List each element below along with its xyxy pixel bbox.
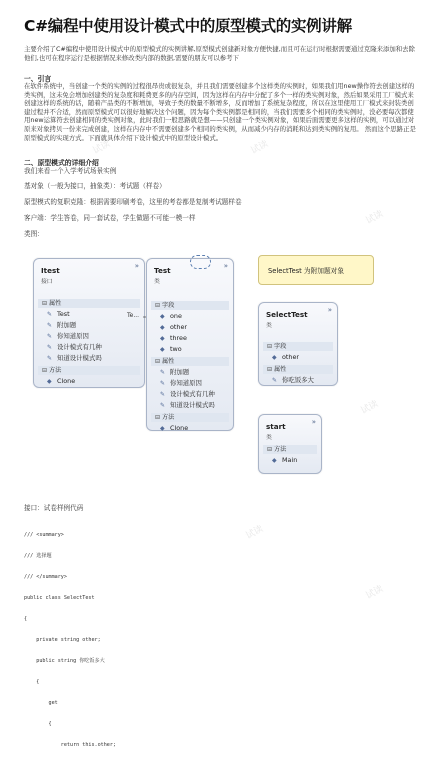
- watermark-text: 试读: [244, 524, 266, 542]
- itest-method-item: ◆ Clone: [47, 377, 76, 385]
- watermark-text: 试读: [91, 139, 113, 157]
- start-method-item: ◆ Main: [272, 456, 298, 464]
- test-prop-item: ✎ 设计模式有几种: [160, 390, 215, 398]
- code-line: public string 你吃饭多大: [24, 658, 105, 664]
- test-field-item: ◆ two: [160, 345, 182, 353]
- field-icon: ◆: [160, 335, 165, 342]
- collapse-toggle-icon: ⊟: [267, 446, 273, 453]
- itest-prop-item: ✎ 设计模式有几种: [47, 343, 102, 351]
- field-icon: ◆: [160, 346, 165, 353]
- test-field-item: ◆ one: [160, 312, 182, 320]
- itest-class-box: [33, 258, 145, 388]
- selecttest-name: SelectTest: [266, 310, 308, 319]
- intro-paragraph: 主要介绍了C#编程中使用设计模式中的原型模式的实例讲解,原型模式创建新对象方便快捷,而且可在运行时根据需要通过克隆来添加和去除他们,也可在程序运行是根据情况来修改类内部的数据,需要的朋友可以参考下: [24, 45, 415, 62]
- section2-line2: 原型模式的复职克隆：根据需要印刷考卷，这里的考卷都是复制考试题样卷: [24, 198, 242, 206]
- property-icon: ✎: [47, 311, 53, 318]
- itest-type: 接口: [41, 279, 53, 285]
- code-caption: 接口：试卷样例代码: [24, 504, 84, 512]
- code-line: /// 选择题: [24, 553, 52, 559]
- test-prop-item: ✎ 附加题: [160, 368, 190, 376]
- section1-heading: 一、引言: [24, 75, 52, 83]
- method-icon: ◆: [272, 457, 277, 464]
- property-icon: ✎: [160, 391, 166, 398]
- association-label: Te...: [127, 312, 140, 319]
- property-icon: ✎: [160, 402, 166, 409]
- code-line: return this.other;: [24, 742, 117, 748]
- collapse-toggle-icon: ⊟: [267, 366, 273, 373]
- collapse-icon: »: [311, 418, 316, 426]
- test-field-item: ◆ other: [160, 323, 188, 331]
- test-methods-header: ⊟ 方法: [151, 413, 229, 422]
- start-type: 类: [266, 435, 272, 441]
- itest-name: Itest: [41, 266, 60, 275]
- selecttest-class-box: [258, 302, 338, 386]
- selecttest-type: 类: [266, 323, 272, 329]
- property-icon: ✎: [47, 344, 53, 351]
- test-field-item: ◆ three: [160, 334, 187, 342]
- code-line: /// <summary>: [24, 532, 64, 538]
- page-title: C#编程中使用设计模式中的原型模式的实例讲解: [24, 17, 352, 35]
- start-name: start: [266, 422, 286, 431]
- test-type: 类: [154, 279, 160, 285]
- itest-prop-item: ✎ Test: [47, 310, 70, 318]
- test-name: Test: [154, 266, 171, 275]
- collapse-toggle-icon: ⊟: [155, 358, 161, 365]
- method-icon: ◆: [47, 378, 52, 385]
- section2-line4: 类图：: [24, 230, 44, 238]
- code-line: public class SelectTest: [24, 595, 95, 601]
- code-line: {: [24, 679, 40, 685]
- watermark-text: 试读: [364, 584, 386, 602]
- selecttest-field-item: ◆ other: [272, 353, 300, 361]
- watermark-text: 试读: [364, 209, 386, 227]
- property-icon: ✎: [47, 322, 53, 329]
- collapse-toggle-icon: ⊟: [155, 414, 161, 421]
- selecttest-props-header: ⊟ 属性: [263, 365, 333, 374]
- property-icon: ✎: [160, 369, 166, 376]
- watermark-text: 试读: [359, 399, 381, 417]
- section2-line1: 基对象（一般为接口，抽象类）：考试题（样卷）: [24, 182, 166, 190]
- code-line: private string other;: [24, 637, 101, 643]
- property-icon: ✎: [272, 377, 278, 384]
- test-prop-item: ✎ 你知道原因: [160, 379, 202, 387]
- generalization-marker: [190, 255, 211, 269]
- collapse-icon: »: [223, 262, 228, 270]
- collapse-toggle-icon: ⊟: [42, 300, 48, 307]
- code-line: {: [24, 616, 28, 622]
- property-icon: ✎: [47, 355, 53, 362]
- code-block: [24, 518, 214, 763]
- field-icon: ◆: [272, 354, 277, 361]
- method-icon: ◆: [160, 425, 165, 432]
- collapse-toggle-icon: ⊟: [155, 302, 161, 309]
- section1-text: 在软件系统中，当创建一个类的实例的过程很昂贵或很复杂，并且我们需要创建多个这样类的实例时，如果我们用new操作符去创建这样的类实例，这未免会增加创建类的复杂度和耗费更多的内存空间，因为这样在内存中分配了多个一样的类实例对象，然后如果采用工厂模式来创建这样的系统的话，随着产品类的不断增加，导致子类的数量不断增多，反而增加了系统复杂程度，所以在这里使用工厂模式来封装类创建过程并不合适，然而原型模式可以很好地解决这个问题，因为每个类实例都是相同的，当我们需要多个相同的类实例时，没必要每次都使用new运算符去创建相同的类实例对象，此时我们一般思路就是想——只创建一个类实例对象，如果后面需要更多这样的实例，可以通过对原来对象拷贝一份来完成创建，这样在内存中不需要创建多个相同的类实例，从而减少内存的消耗和达到类实例的复用。 然而这个思路正是原型模式的实现方式。下面就具体介绍下设计模式中的原型设计模式。: [24, 82, 416, 142]
- code-line: {: [24, 721, 52, 727]
- itest-prop-item: ✎ 附加题: [47, 321, 77, 329]
- watermark-text: 试读: [249, 139, 271, 157]
- test-method-item: ◆ Clone: [160, 424, 189, 432]
- itest-prop-item: ✎ 知道设计模式吗: [47, 354, 102, 362]
- test-fields-header: ⊟ 字段: [151, 301, 229, 310]
- section2-line3: 客户端：学生答卷，同一套试卷，学生做题不可能一模一样: [24, 214, 196, 222]
- test-prop-item: ✎ 知道设计模式吗: [160, 401, 215, 409]
- itest-methods-header: ⊟ 方法: [38, 366, 140, 375]
- field-icon: ◆: [160, 324, 165, 331]
- code-line: get: [24, 700, 58, 706]
- itest-prop-item: ✎ 你知道原因: [47, 332, 89, 340]
- collapse-icon: »: [327, 306, 332, 314]
- note-text: SelectTest 为附加题对象: [268, 267, 345, 275]
- collapse-icon: »: [134, 262, 139, 270]
- start-methods-header: ⊟ 方法: [263, 445, 317, 454]
- code-line: /// </summary>: [24, 574, 67, 580]
- itest-props-header: ⊟ 属性: [38, 299, 140, 308]
- section2-heading: 二、原型模式的详细介绍: [24, 159, 99, 167]
- collapse-toggle-icon: ⊟: [42, 367, 48, 374]
- selecttest-fields-header: ⊟ 字段: [263, 342, 333, 351]
- note-box: [258, 255, 374, 285]
- start-class-box: [258, 414, 322, 474]
- section2-subtitle: 我们来看一个入学考试场景实例: [24, 167, 117, 175]
- property-icon: ✎: [47, 333, 53, 340]
- property-icon: ✎: [160, 380, 166, 387]
- test-props-header: ⊟ 属性: [151, 357, 229, 366]
- field-icon: ◆: [160, 313, 165, 320]
- collapse-toggle-icon: ⊟: [267, 343, 273, 350]
- test-class-box: [146, 258, 234, 431]
- selecttest-prop-item: ✎ 你吃饭多大: [272, 376, 314, 384]
